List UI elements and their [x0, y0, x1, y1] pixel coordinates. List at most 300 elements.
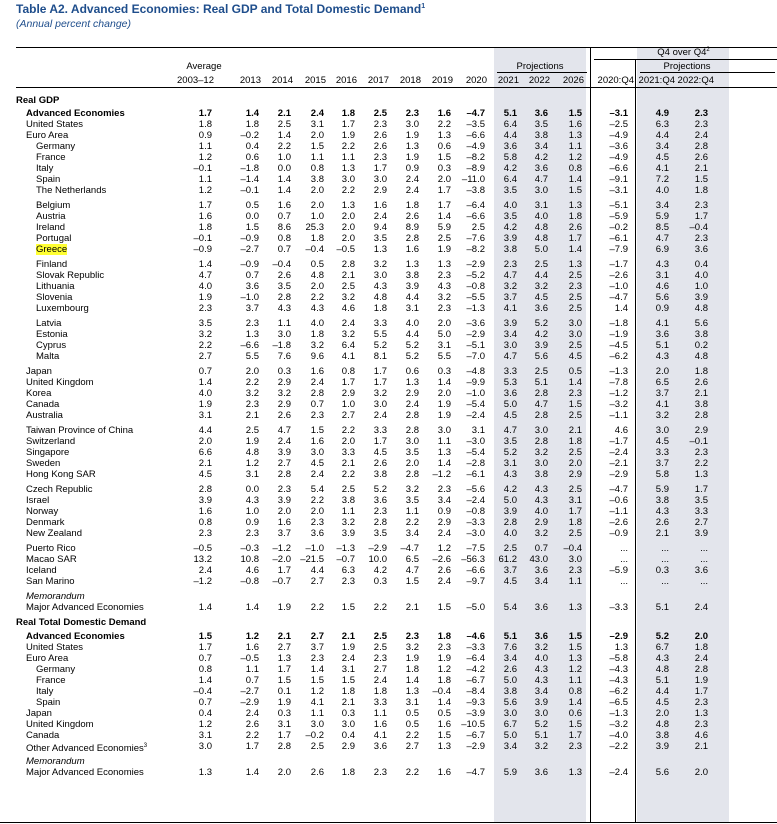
table-cell: –3.9	[466, 708, 485, 719]
table-cell: 6.5	[405, 554, 419, 565]
table-cell: 8.1	[373, 351, 387, 362]
table-row	[0, 664, 777, 675]
table-cell: 2.6	[245, 719, 259, 730]
table-cell: 2.7	[341, 410, 355, 421]
table-cell: ...	[661, 554, 669, 565]
q4-over-q4-header: Q4 over $Q4^2$	[657, 47, 710, 59]
table-cell: 4.5	[503, 410, 517, 421]
table-cell: ...	[620, 576, 628, 587]
table-cell: 0.9	[245, 517, 259, 528]
table-cell: –4.9	[466, 141, 485, 152]
table-cell: 6.3	[341, 565, 355, 576]
table-cell: 2.5	[373, 631, 387, 642]
table-cell: 1.7	[277, 730, 291, 741]
table-cell: 2.5	[568, 303, 582, 314]
row-label: Advanced Economies	[26, 108, 125, 119]
table-cell: 3.6	[534, 631, 548, 642]
table-cell: 4.5	[198, 469, 212, 480]
table-cell: 3.4	[655, 141, 669, 152]
table-row	[0, 631, 777, 642]
table-cell: 1.9	[405, 653, 419, 664]
column-header: 2013	[239, 75, 261, 86]
table-cell: 2.5	[568, 270, 582, 281]
table-cell: 2.3	[245, 528, 259, 539]
table-cell: 4.0	[534, 506, 548, 517]
table-cell: 2.5	[341, 484, 355, 495]
table-cell: 3.5	[534, 119, 548, 130]
table-cell: 1.4	[198, 602, 212, 613]
table-cell: 4.8	[655, 664, 669, 675]
table-cell: 3.9	[277, 495, 291, 506]
table-cell: 1.4	[437, 211, 451, 222]
table-cell: 3.8	[503, 686, 517, 697]
table-cell: 1.1	[277, 318, 291, 329]
table-cell: 1.0	[277, 152, 291, 163]
table-cell: 2.0	[341, 211, 355, 222]
table-cell: 2.0	[568, 458, 582, 469]
table-title: Table A2. Advanced Economies: Real GDP and Total Domestic Demand$^1$	[16, 2, 426, 16]
table-cell: 4.6	[341, 303, 355, 314]
table-cell: 3.2	[198, 329, 212, 340]
table-cell: 3.2	[341, 517, 355, 528]
column-header: 2022	[528, 75, 550, 86]
table-cell: 7.6	[503, 642, 517, 653]
table-cell: 2.4	[341, 653, 355, 664]
table-cell: –2.4	[609, 767, 628, 778]
table-cell: 2.7	[405, 741, 419, 752]
table-cell: –1.2	[609, 388, 628, 399]
table-cell: –2.9	[368, 543, 387, 554]
table-cell: –1.2	[193, 576, 212, 587]
row-label: Latvia	[36, 318, 62, 329]
table-cell: 4.4	[534, 270, 548, 281]
row-label: Austria	[36, 211, 66, 222]
table-cell: 0.7	[198, 653, 212, 664]
table-cell: 2.0	[341, 222, 355, 233]
column-header: 2022:Q4	[677, 75, 714, 86]
table-cell: 5.9	[503, 767, 517, 778]
table-cell: 3.8	[655, 730, 669, 741]
table-cell: –2.9	[609, 469, 628, 480]
projections-header: Projections	[516, 61, 564, 72]
row-label: Canada	[26, 399, 60, 410]
table-cell: –8.4	[466, 686, 485, 697]
table-cell: –6.1	[466, 469, 485, 480]
row-label: Norway	[26, 506, 59, 517]
table-cell: 5.8	[503, 152, 517, 163]
table-cell: 3.1	[198, 730, 212, 741]
table-cell: 0.8	[198, 517, 212, 528]
table-cell: 2.5	[568, 340, 582, 351]
table-row	[0, 484, 777, 495]
table-cell: 1.4	[277, 185, 291, 196]
table-cell: 4.5	[655, 697, 669, 708]
table-cell: 1.3	[437, 130, 451, 141]
table-cell: –0.9	[240, 233, 259, 244]
table-cell: 0.7	[277, 211, 291, 222]
table-cell: –4.7	[466, 108, 485, 119]
table-cell: 2.3	[198, 528, 212, 539]
row-label: Germany	[36, 141, 76, 152]
table-cell: –6.6	[240, 340, 259, 351]
table-cell: ...	[700, 543, 708, 554]
table-cell: 0.6	[405, 366, 419, 377]
table-cell: 4.7	[503, 351, 517, 362]
table-cell: 5.6	[694, 318, 708, 329]
table-cell: 0.3	[341, 708, 355, 719]
table-cell: 3.0	[534, 458, 548, 469]
table-cell: 1.3	[405, 259, 419, 270]
table-cell: 3.0	[405, 119, 419, 130]
table-cell: 0.7	[245, 270, 259, 281]
table-cell: 2.8	[341, 259, 355, 270]
table-cell: 3.9	[534, 697, 548, 708]
table-cell: 0.4	[694, 259, 708, 270]
row-label: Italy	[36, 163, 54, 174]
table-cell: 5.1	[534, 730, 548, 741]
table-cell: 1.3	[341, 163, 355, 174]
table-cell: 1.9	[277, 602, 291, 613]
table-cell: 1.4	[245, 108, 259, 119]
table-cell: –0.4	[272, 259, 291, 270]
table-cell: 4.3	[373, 281, 387, 292]
table-cell: 2.5	[568, 484, 582, 495]
table-cell: 2.5	[503, 543, 517, 554]
table-cell: 9.6	[310, 351, 324, 362]
table-cell: 2.5	[568, 292, 582, 303]
table-row	[0, 554, 777, 565]
table-cell: –0.4	[432, 686, 451, 697]
table-cell: 3.5	[503, 436, 517, 447]
table-cell: 1.8	[437, 675, 451, 686]
row-label: Australia	[26, 410, 63, 421]
row-label: Italy	[36, 686, 54, 697]
table-cell: 3.4	[655, 200, 669, 211]
table-cell: 2.3	[568, 388, 582, 399]
table-cell: 1.7	[198, 200, 212, 211]
table-cell: 2.3	[245, 318, 259, 329]
table-cell: 8.9	[405, 222, 419, 233]
table-cell: 5.4	[503, 602, 517, 613]
row-label: Hong Kong SAR	[26, 469, 96, 480]
table-row	[0, 719, 777, 730]
table-cell: 1.6	[310, 366, 324, 377]
table-cell: 2.1	[655, 528, 669, 539]
table-cell: –9.9	[466, 377, 485, 388]
table-cell: 6.5	[655, 377, 669, 388]
table-row	[0, 244, 777, 255]
table-cell: 2.2	[405, 730, 419, 741]
table-cell: –2.5	[609, 119, 628, 130]
table-cell: 1.7	[277, 664, 291, 675]
table-cell: 3.2	[534, 642, 548, 653]
table-row	[0, 506, 777, 517]
table-cell: 3.8	[694, 399, 708, 410]
table-cell: 1.2	[568, 152, 582, 163]
table-cell: –1.8	[272, 340, 291, 351]
table-row	[0, 469, 777, 480]
table-cell: 1.7	[373, 377, 387, 388]
table-cell: 4.5	[655, 152, 669, 163]
table-cell: 1.1	[568, 141, 582, 152]
table-cell: 2.8	[694, 410, 708, 421]
table-cell: 2.5	[568, 528, 582, 539]
table-cell: 1.7	[341, 119, 355, 130]
table-cell: 2.1	[694, 388, 708, 399]
table-cell: 0.4	[341, 730, 355, 741]
table-row	[0, 602, 777, 613]
table-cell: 1.4	[437, 377, 451, 388]
table-row	[0, 447, 777, 458]
table-cell: 4.4	[655, 130, 669, 141]
table-cell: 1.3	[568, 200, 582, 211]
table-cell: 3.4	[534, 141, 548, 152]
table-cell: 4.4	[198, 425, 212, 436]
table-cell: 4.8	[534, 222, 548, 233]
table-cell: 4.8	[694, 351, 708, 362]
table-cell: –8.9	[466, 163, 485, 174]
table-cell: 2.8	[534, 436, 548, 447]
table-cell: 3.5	[405, 447, 419, 458]
table-cell: –6.7	[466, 675, 485, 686]
table-cell: –0.8	[240, 576, 259, 587]
table-cell: 5.1	[534, 377, 548, 388]
table-cell: –1.3	[609, 366, 628, 377]
table-cell: 2.3	[694, 200, 708, 211]
table-cell: –1.0	[466, 388, 485, 399]
column-header: 2020:Q4	[597, 75, 634, 86]
table-cell: 1.4	[568, 174, 582, 185]
row-label: Cyprus	[36, 340, 67, 351]
column-header: 2014	[271, 75, 293, 86]
table-cell: 3.8	[310, 174, 324, 185]
table-cell: 0.7	[198, 697, 212, 708]
table-cell: 0.5	[437, 708, 451, 719]
table-cell: –0.1	[193, 233, 212, 244]
table-cell: 0.3	[655, 565, 669, 576]
table-cell: 4.0	[198, 281, 212, 292]
table-cell: 1.3	[373, 244, 387, 255]
table-cell: 3.0	[534, 425, 548, 436]
table-cell: 1.8	[310, 329, 324, 340]
table-cell: 1.6	[568, 119, 582, 130]
table-cell: 1.8	[198, 119, 212, 130]
table-cell: 2.1	[341, 697, 355, 708]
table-cell: 5.5	[245, 351, 259, 362]
table-cell: 0.7	[310, 399, 324, 410]
table-cell: 4.4	[405, 329, 419, 340]
table-cell: 3.7	[655, 458, 669, 469]
table-row	[0, 329, 777, 340]
table-cell: 6.7	[503, 719, 517, 730]
table-cell: 5.0	[534, 244, 548, 255]
table-cell: 2.1	[694, 163, 708, 174]
table-cell: 2.8	[277, 741, 291, 752]
table-cell: 4.8	[245, 447, 259, 458]
table-cell: –1.0	[305, 543, 324, 554]
table-cell: 2.3	[373, 152, 387, 163]
table-cell: 3.1	[198, 410, 212, 421]
table-cell: 3.0	[198, 741, 212, 752]
row-label: Greece	[36, 244, 68, 255]
table-cell: –4.7	[609, 292, 628, 303]
table-cell: 4.5	[534, 292, 548, 303]
table-cell: 5.2	[655, 631, 669, 642]
table-cell: –4.5	[609, 340, 628, 351]
table-cell: –0.7	[336, 554, 355, 565]
table-cell: –2.2	[609, 741, 628, 752]
table-cell: 3.2	[534, 447, 548, 458]
table-cell: 0.6	[437, 141, 451, 152]
table-cell: 4.2	[534, 329, 548, 340]
table-cell: –2.9	[609, 631, 628, 642]
table-cell: 1.5	[437, 730, 451, 741]
table-cell: 4.0	[310, 318, 324, 329]
table-row	[0, 108, 777, 119]
table-cell: –0.2	[240, 130, 259, 141]
table-row	[0, 141, 777, 152]
table-cell: 3.5	[373, 233, 387, 244]
table-cell: 0.8	[568, 163, 582, 174]
table-cell: 3.0	[277, 329, 291, 340]
table-cell: 5.1	[503, 108, 517, 119]
table-cell: 2.5	[341, 281, 355, 292]
table-cell: 5.1	[655, 340, 669, 351]
table-row	[0, 730, 777, 741]
table-cell: –3.1	[609, 108, 628, 119]
column-separator	[635, 60, 636, 822]
row-label: Other Advanced Economies$^3$	[26, 743, 148, 755]
table-cell: 2.3	[310, 653, 324, 664]
table-cell: –2.6	[609, 270, 628, 281]
table-cell: 3.4	[503, 741, 517, 752]
table-cell: –0.1	[689, 436, 708, 447]
table-cell: 3.0	[341, 174, 355, 185]
table-cell: 2.9	[405, 388, 419, 399]
table-cell: 3.9	[534, 340, 548, 351]
table-cell: 4.1	[373, 730, 387, 741]
table-cell: 2.3	[245, 399, 259, 410]
table-cell: –6.6	[466, 565, 485, 576]
table-cell: 0.0	[245, 484, 259, 495]
table-cell: –1.8	[240, 163, 259, 174]
row-label: Euro Area	[26, 653, 69, 664]
table-cell: 0.4	[198, 708, 212, 719]
table-row	[0, 642, 777, 653]
row-label: Canada	[26, 730, 60, 741]
table-cell: –8.2	[466, 152, 485, 163]
table-cell: 10.8	[240, 554, 259, 565]
table-cell: 2.5	[373, 642, 387, 653]
table-cell: 1.7	[437, 185, 451, 196]
table-cell: 4.0	[655, 185, 669, 196]
table-cell: 3.1	[534, 200, 548, 211]
table-row	[0, 222, 777, 233]
table-cell: 1.3	[614, 642, 628, 653]
table-cell: –2.8	[466, 458, 485, 469]
table-cell: 1.5	[568, 399, 582, 410]
row-label: Estonia	[36, 329, 68, 340]
table-cell: –1.3	[466, 303, 485, 314]
table-cell: 1.0	[341, 399, 355, 410]
table-cell: 1.4	[437, 697, 451, 708]
table-cell: 1.1	[437, 436, 451, 447]
table-cell: 2.0	[310, 200, 324, 211]
table-cell: 2.9	[373, 185, 387, 196]
table-cell: 1.9	[341, 130, 355, 141]
table-cell: 1.7	[245, 741, 259, 752]
table-cell: 4.1	[655, 318, 669, 329]
table-cell: 1.9	[437, 399, 451, 410]
table-cell: 1.3	[568, 602, 582, 613]
table-cell: 2.0	[405, 458, 419, 469]
table-cell: 2.5	[534, 366, 548, 377]
table-cell: 1.9	[198, 292, 212, 303]
table-cell: –5.1	[609, 200, 628, 211]
table-cell: 2.8	[694, 141, 708, 152]
table-cell: 3.8	[503, 244, 517, 255]
table-cell: 4.2	[503, 163, 517, 174]
table-cell: 2.3	[437, 303, 451, 314]
table-cell: –5.5	[466, 292, 485, 303]
table-cell: 2.0	[694, 631, 708, 642]
table-cell: 3.2	[405, 484, 419, 495]
table-cell: 2.4	[310, 108, 324, 119]
table-cell: 2.3	[568, 741, 582, 752]
table-cell: 2.4	[437, 528, 451, 539]
table-cell: 3.0	[568, 554, 582, 565]
table-cell: 4.3	[277, 303, 291, 314]
table-cell: 4.5	[655, 436, 669, 447]
table-cell: 2.9	[341, 388, 355, 399]
table-cell: –3.0	[466, 436, 485, 447]
table-cell: 0.0	[245, 211, 259, 222]
table-cell: 3.4	[534, 576, 548, 587]
table-row	[0, 292, 777, 303]
row-label: Switzerland	[26, 436, 76, 447]
table-cell: 3.5	[694, 495, 708, 506]
row-label: Major Advanced Economies	[26, 767, 144, 778]
table-cell: 2.3	[568, 565, 582, 576]
row-label: Czech Republic	[26, 484, 93, 495]
table-cell: 3.9	[655, 741, 669, 752]
table-cell: 1.9	[198, 399, 212, 410]
table-cell: 1.1	[310, 152, 324, 163]
table-cell: 3.0	[568, 329, 582, 340]
table-cell: 4.0	[534, 211, 548, 222]
table-cell: 1.1	[341, 506, 355, 517]
table-cell: –7.8	[609, 377, 628, 388]
table-cell: 1.4	[568, 697, 582, 708]
table-cell: 0.7	[534, 543, 548, 554]
table-cell: –1.1	[609, 506, 628, 517]
row-label: Iceland	[26, 565, 57, 576]
table-cell: –2.9	[466, 329, 485, 340]
table-cell: 1.0	[245, 506, 259, 517]
table-cell: 1.1	[245, 664, 259, 675]
table-cell: 4.7	[503, 270, 517, 281]
table-cell: 5.0	[503, 399, 517, 410]
table-cell: 3.1	[568, 495, 582, 506]
table-cell: 1.5	[437, 152, 451, 163]
header-bottom-rule	[16, 87, 777, 88]
table-cell: 4.5	[373, 447, 387, 458]
table-cell: 2.2	[310, 292, 324, 303]
table-cell: 2.0	[198, 436, 212, 447]
table-cell: 4.8	[694, 303, 708, 314]
table-cell: 2.2	[341, 469, 355, 480]
row-label: Korea	[26, 388, 52, 399]
